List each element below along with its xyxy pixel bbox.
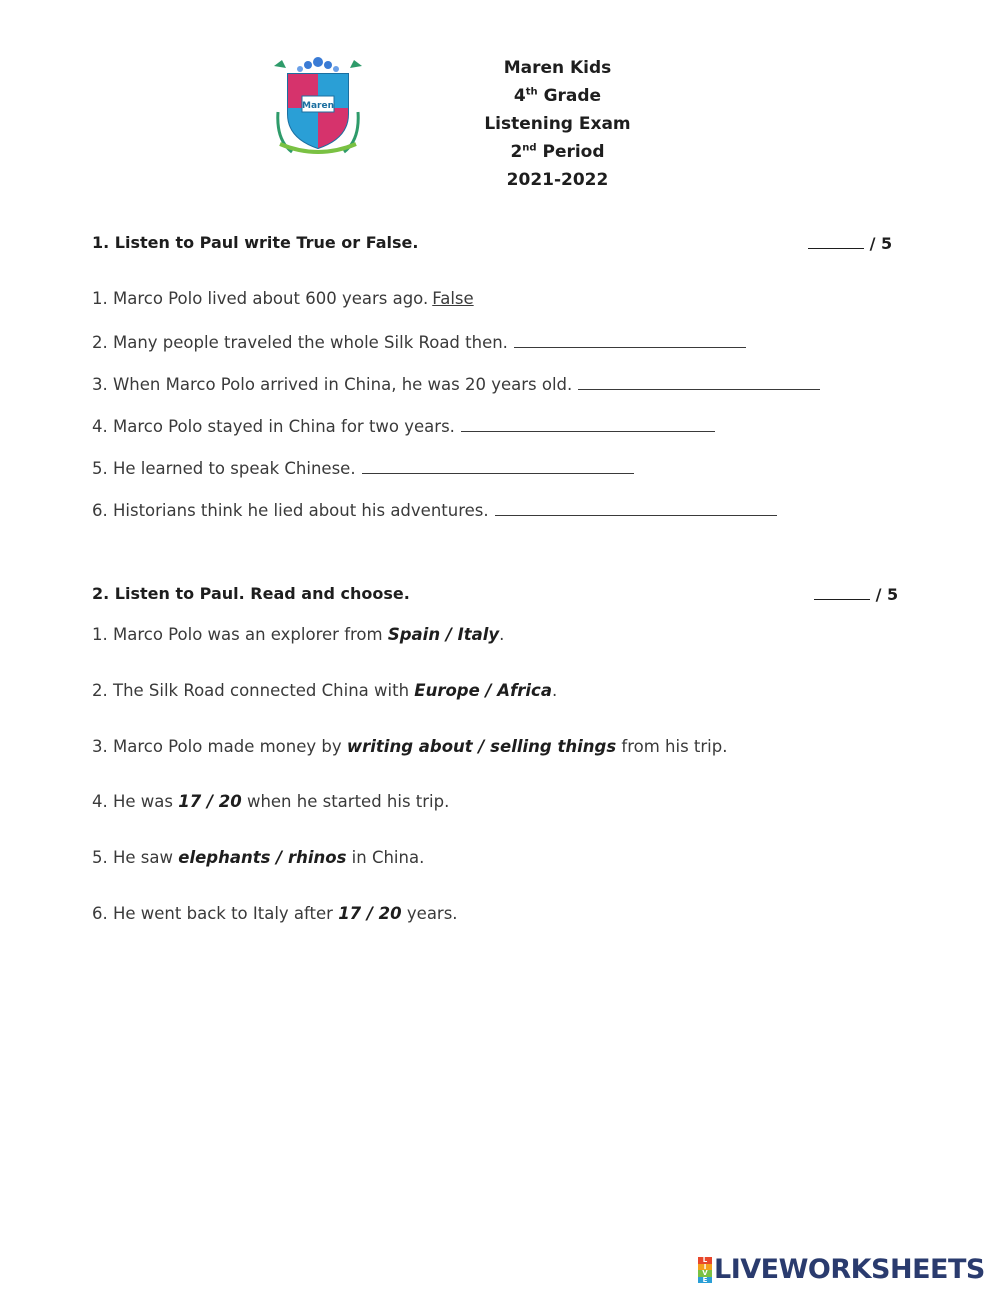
school-year: 2021-2022 [506, 170, 609, 190]
s1-question-6-text: 6. Historians think he lied about his adventures. [92, 501, 489, 520]
s1-question-1-text: 1. Marco Polo lived about 600 years ago. [92, 289, 429, 308]
s1-question-2-text: 2. Many people traveled the whole Silk Road then. [92, 333, 508, 352]
s2-question-2-text: 2. The Silk Road connected China with [92, 681, 415, 700]
period-line [470, 138, 645, 166]
s1-question-4 [92, 415, 715, 436]
school-crest-logo [272, 52, 364, 156]
s2-question-2 [92, 681, 557, 700]
s1-question-4-text: 4. Marco Polo stayed in China for two years. [92, 417, 455, 436]
s1-answer-blank-4[interactable] [461, 415, 715, 432]
school-name: Maren Kids [503, 58, 612, 78]
s2-question-2-options[interactable]: Europe / Africa [414, 681, 552, 700]
s2-question-4 [92, 792, 449, 811]
s1-question-5-text: 5. He learned to speak Chinese. [92, 459, 356, 478]
s2-question-3-text: 3. Marco Polo made money by [92, 737, 347, 756]
grade-suffix: th [525, 86, 538, 98]
s1-answer-blank-5[interactable] [362, 457, 634, 474]
s2-question-3-end: from his trip. [616, 737, 728, 756]
s2-question-6-options[interactable]: 17 / 20 [338, 904, 402, 923]
s2-question-4-options[interactable]: 17 / 20 [178, 792, 242, 811]
s2-question-6 [92, 904, 458, 923]
s2-question-5-end: in China. [346, 848, 425, 867]
s1-question-6 [92, 499, 777, 520]
s2-question-3-options[interactable]: writing about / selling things [346, 737, 617, 756]
section2-score-total: / 5 [875, 585, 899, 604]
s1-question-2 [92, 331, 746, 352]
badge-letter-l: L [698, 1257, 712, 1264]
s2-question-3 [92, 737, 727, 756]
badge-letter-v: V [698, 1270, 712, 1277]
grade-number: 4 [513, 86, 526, 106]
s2-question-1 [92, 625, 504, 644]
liveworksheets-brand: LIVEWORKSHEETS [714, 1254, 985, 1285]
s2-question-2-end: . [551, 681, 558, 700]
section1-title: 1. Listen to Paul write True or False. [92, 233, 419, 252]
s2-question-6-text: 6. He went back to Italy after [92, 904, 339, 923]
exam-title: Listening Exam [484, 114, 631, 134]
section1-score-blank[interactable] [808, 233, 864, 249]
logo-text: Maren [302, 101, 334, 111]
s2-question-5 [92, 848, 424, 867]
s1-answer-blank-2[interactable] [514, 331, 746, 348]
section2-score [814, 584, 898, 604]
section2-score-blank[interactable] [814, 584, 870, 600]
s1-question-3-text: 3. When Marco Polo arrived in China, he was 20 years old. [92, 375, 573, 394]
badge-letter-e: E [698, 1277, 712, 1284]
s2-question-4-end: when he started his trip. [241, 792, 450, 811]
s2-question-4-text: 4. He was [92, 792, 179, 811]
grade-line [470, 82, 645, 110]
s2-question-1-text: 1. Marco Polo was an explorer from [92, 625, 388, 644]
s1-question-3 [92, 373, 820, 394]
s2-question-6-end: years. [401, 904, 458, 923]
badge-letter-i: I [698, 1264, 712, 1271]
section1-score [808, 233, 892, 253]
grade-word: Grade [543, 86, 602, 106]
s1-question-5 [92, 457, 634, 478]
s2-question-5-options[interactable]: elephants / rhinos [178, 848, 347, 867]
period-word: Period [542, 142, 605, 162]
liveworksheets-badge-icon [698, 1257, 712, 1283]
s2-question-1-end: . [499, 625, 505, 644]
liveworksheets-watermark [698, 1256, 985, 1284]
s2-question-5-text: 5. He saw [92, 848, 179, 867]
s1-question-1 [92, 289, 474, 308]
period-number: 2 [510, 142, 523, 162]
s1-answer-blank-6[interactable] [495, 499, 777, 516]
s1-question-1-answer: False [432, 289, 474, 308]
section2-title: 2. Listen to Paul. Read and choose. [92, 584, 410, 603]
period-suffix: nd [522, 142, 537, 154]
exam-header [470, 54, 645, 194]
section1-score-total: / 5 [869, 234, 893, 253]
s2-question-1-options[interactable]: Spain / Italy [387, 625, 500, 644]
s1-answer-blank-3[interactable] [578, 373, 820, 390]
